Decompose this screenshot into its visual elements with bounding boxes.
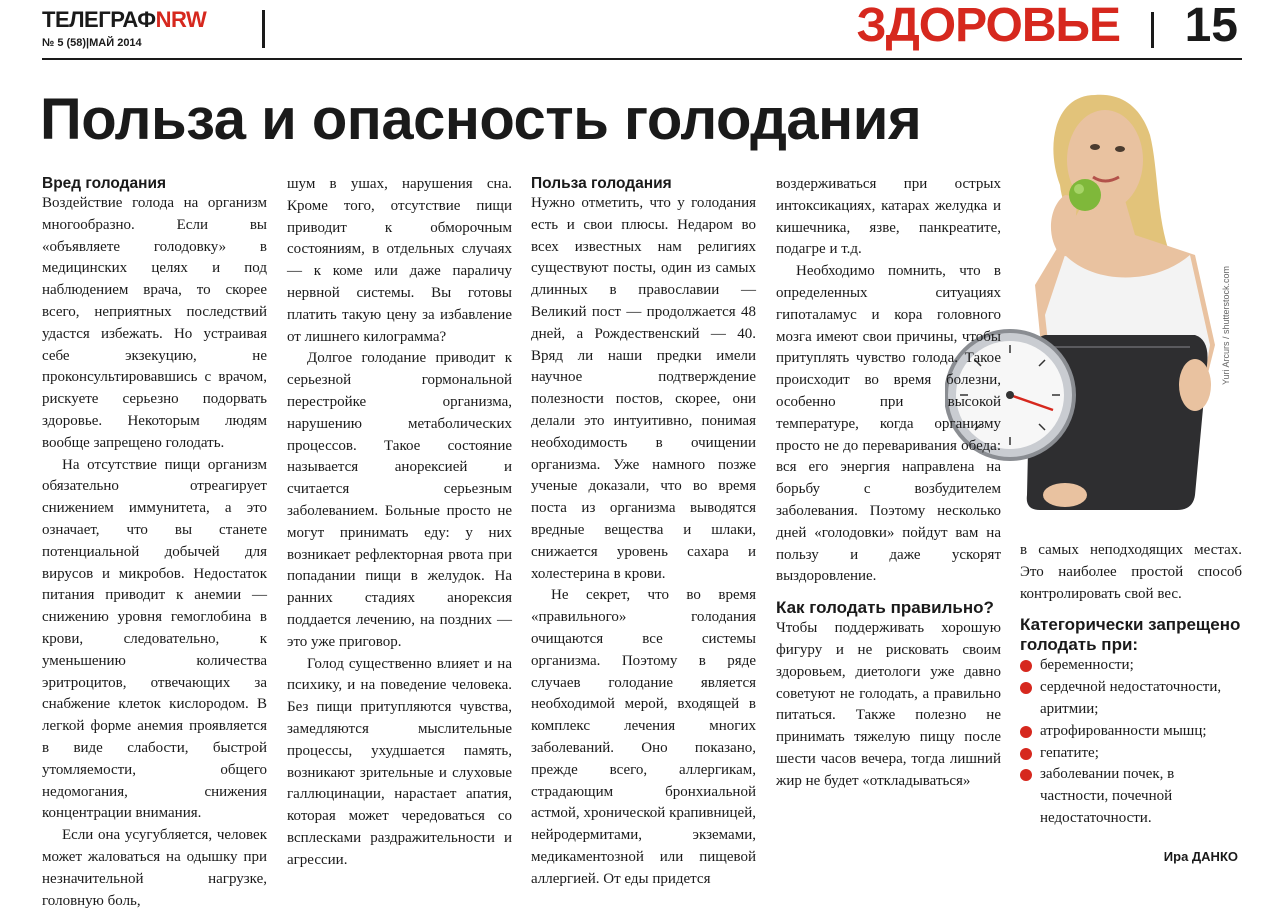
article-headline: Польза и опасность голодания xyxy=(40,87,922,152)
newspaper-logo xyxy=(42,7,206,33)
paragraph: Воздействие голода на организм многообразно. Если вы «объявляете голодовку» в медицинских целях и под наблюдением врача, то скорее всего, неприятных последствий удастся избежать. Но устраивая себе экзекуцию, не проконсультировавшись с врачом, рискуете серьезно подорвать здоровье. Некоторым людям вообще запрещено голодать. xyxy=(42,195,267,451)
header-rule xyxy=(42,58,1242,60)
section-title: ЗДОРОВЬЕ xyxy=(856,0,1120,52)
paragraph: Нужно отметить, что у голодания есть и свои плюсы. Недаром во всех известных нам религиях существуют посты, один из самых длинных в православии — Великий пост — продолжается 48 дней, а Рождественский — 40. Вряд ли наши предки имели научное подтверждение полезности постов, скорее, они делали это интуитивно, понимая необходимость в очищении организма. Уже намного позже ученые доказали, что во время поста из организма выводятся вредные вещества и шлаки, снижается уровень сахара и холестерина в крови. xyxy=(531,195,756,582)
bullet-icon xyxy=(1020,660,1032,672)
subheading-benefit: Польза голодания xyxy=(531,175,672,192)
column-2 xyxy=(287,174,512,872)
bullet-icon xyxy=(1020,748,1032,760)
paragraph: Если она усугубляется, человек может жаловаться на одышку при незначительной нагрузке, головную боль, xyxy=(42,827,267,909)
bullet-icon xyxy=(1020,682,1032,694)
subheading-contraindications: Категорически запрещено голодать при: xyxy=(1020,615,1241,655)
list-item: гепатите; xyxy=(1020,743,1242,765)
bullet-icon xyxy=(1020,769,1032,781)
paragraph: воздерживаться при острых интоксикациях, катарах желудка и кишечника, язве, панкреатите, подагре и т.д. xyxy=(776,176,1001,258)
photo-credit: Yuri Arcurs / shutterstock.com xyxy=(1221,265,1231,385)
paragraph: Не секрет, что во время «правильного» голодания очищаются все системы организма. Поэтому в ряде случаев голодание является необходимой мерой, входящей в комплекс лечения многих заболеваний. Оно показано, прежде всего, аллергикам, страдающим бронхиальной астмой, хронической крапивницей, нейродермитами, экземами, медикаментозной или пищевой аллергией. От еды придется xyxy=(531,587,756,887)
column-3 xyxy=(531,174,756,891)
column-5 xyxy=(1020,540,1242,830)
subheading-harm: Вред голодания xyxy=(42,175,167,192)
page-number: 15 xyxy=(1184,0,1238,52)
paragraph: в самых неподходящих местах. Это наиболее простой способ контролировать свой вес. xyxy=(1020,542,1242,602)
issue-info: № 5 (58)|МАЙ 2014 xyxy=(42,37,142,49)
paragraph: Чтобы поддерживать хорошую фигуру и не рисковать своим здоровьем, диетологи уже давно советуют не голодать, а правильно питаться. Также полезно не принимать тяжелую пищу после шести часов вечера, тогда лишний жир не будет «откладываться» xyxy=(776,620,1001,789)
paragraph: шум в ушах, нарушения сна. Кроме того, отсутствие пищи приводит к обморочным состояниям, в отдельных случаях — к коме или даже параличу нервной системы. Вы готовы платить такую цену за избавление от лишнего килограмма? xyxy=(287,176,512,345)
paragraph: Долгое голодание приводит к серьезной гормональной перестройке организма, нарушению метаболических процессов. Такое состояние называется анорексией и считается серьезным заболеванием. Больные просто не могут принимать еду: у них возникает рефлекторная рвота при попадании пищи в желудок. На ранних стадиях анорексия поддается лечению, на поздних — это уже приговор. xyxy=(287,350,512,650)
bullet-icon xyxy=(1020,726,1032,738)
column-4 xyxy=(776,174,1001,793)
contraindications-list xyxy=(1020,655,1242,829)
subheading-how-to: Как голодать правильно? xyxy=(776,598,994,618)
masthead-divider xyxy=(262,10,265,48)
logo-main: ТЕЛЕГРАФ xyxy=(42,7,156,32)
apple-icon xyxy=(1069,179,1101,211)
column-1 xyxy=(42,174,267,912)
paragraph: Голод существенно влияет и на психику, и на поведение человека. Без пищи притупляются чувства, замедляются мыслительные процессы, ухудшается память, возникают зрительные и слуховые галлюцинации, нарастает апатия, которая может чередоваться со всплесками раздражительности и агрессии. xyxy=(287,655,512,868)
list-item: беременности; xyxy=(1020,655,1242,677)
logo-accent: NRW xyxy=(155,7,207,32)
section-divider xyxy=(1151,12,1154,48)
list-item: атрофированности мышц; xyxy=(1020,721,1242,743)
list-item: сердечной недостаточности, аритмии; xyxy=(1020,677,1242,721)
paragraph: Необходимо помнить, что в определенных ситуациях гипоталамус и кора головного мозга имеют свои причины, чтобы притуплять чувство голода. Такое происходит во время болезни, особенно при высокой температуре, когда организму просто не до переваривания обеда: вся его энергия направлена на борьбу с возбудителем заболевания. Поэтому несколько дней «голодовки» пойдут вам на пользу и даже ускорят выздоровление. xyxy=(776,263,1001,585)
list-item: заболевании почек, в частности, почечной недостаточности. xyxy=(1020,764,1242,829)
paragraph: На отсутствие пищи организм обязательно отреагирует снижением иммунитета, а это означает, что вы станете потенциальной добычей для вирусов и микробов. Недостаток питания приводит к анемии — снижению уровня гемоглобина в крови, следовательно, к уменьшению количества эритроцитов, отвечающих за снабжение клеток кислородом. В легкой форме анемия проявляется в виде слабости, быстрой утомляемости, общего недомогания, снижения концентрации внимания. xyxy=(42,456,267,822)
byline: Ира ДАНКО xyxy=(1163,849,1238,864)
